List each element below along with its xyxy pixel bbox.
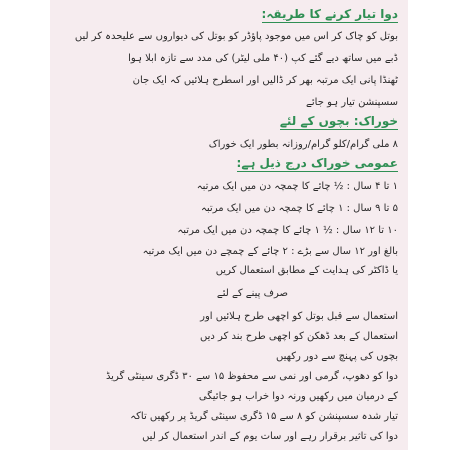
general-dosage-line-2: ۵ تا ۹ سال : ۱ چائے کا چمچہ دن میں ایک مرتبہ [201,203,398,214]
general-dosage-line-4: بالغ اور ۱۲ سال سے بڑے : ۲ چائے کے چمچے دن میں ایک مرتبہ [142,246,398,257]
external-use-line-3: بچوں کی پہنچ سے دور رکھیں [275,351,398,362]
storage-line-2: کے درمیان میں رکھیں ورنہ دوا خراب ہو جائیگی [198,391,398,402]
general-dosage-line-5: یا ڈاکٹر کی ہدایت کے مطابق استعمال کریں [215,265,398,276]
preparation-heading: دوا تیار کرنے کا طریقہ: [261,7,398,21]
preparation-line-1: بوتل کو چاک کر اس میں موجود پاؤڈر کو بوتل کی دیواروں سے علیحدہ کر لیں [74,31,398,42]
external-use-heading: صرف پینے کے لئے [216,288,288,299]
external-use-line-1: استعمال سے قبل بوتل کو اچھی طرح ہلائیں اور [200,311,398,322]
general-dosage-heading: عمومی خوراک درج ذیل ہے: [236,156,398,170]
preparation-line-3: ٹھنڈا پانی ایک مرتبہ بھر کر ڈالیں اور اسطرح ہلائیں کہ ایک جان [132,75,398,86]
storage-line-4: دوا کی تاثیر برقرار رہے اور سات یوم کے اندر استعمال کر لیں [142,431,398,442]
storage-line-3: تیار شدہ سسپنشن کو ۸ سے ۱۵ ڈگری سینٹی گریڈ پر رکھیں تاکہ [130,411,398,422]
general-dosage-line-1: ۱ تا ۴ سال : ½ چائے کا چمچہ دن میں ایک مرتبہ [196,181,398,192]
dosage-children-heading: خوراک: بچوں کے لئے [279,114,398,128]
storage-line-1: دوا کو دھوپ، گرمی اور نمی سے محفوظ ۱۵ سے ۳۰ ڈگری سینٹی گریڈ [105,371,398,382]
preparation-line-2: ڈبے میں ساتھ دیے گئے کپ (۴۰ ملی لیٹر) کی مدد سے تازہ ابلا ہوا [128,53,398,64]
external-use-line-2: استعمال کے بعد ڈھکن کو اچھی طرح بند کر دیں [200,331,398,342]
preparation-line-4: سسپنشن تیار ہو جائے [306,97,398,108]
dosage-children-line: ۸ ملی گرام/کلو گرام/روزانہ بطور ایک خوراک [208,139,398,150]
leaflet [50,0,408,450]
general-dosage-line-3: ۱۰ تا ۱۲ سال : ½ ۱ چائے کا چمچہ دن میں ایک مرتبہ [177,225,398,236]
